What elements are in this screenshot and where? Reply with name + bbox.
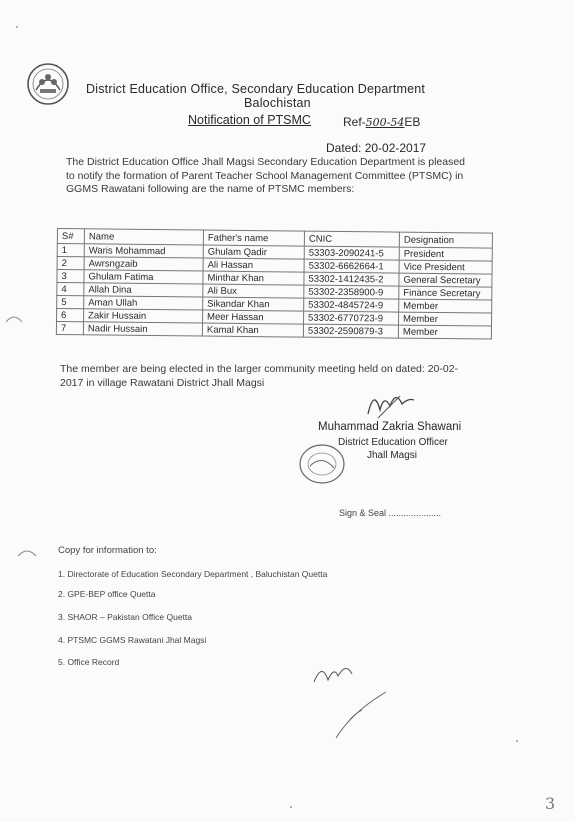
signatory-name: Muhammad Zakria Shawani: [318, 421, 462, 433]
cell-cnic: 53302-6662664-1: [304, 259, 399, 273]
copy-item: 3. SHAOR – Pakistan Office Quetta: [58, 612, 193, 622]
intro-paragraph: [66, 156, 496, 197]
office-stamp-icon: [296, 440, 350, 488]
column-header-father-name: Father's name: [203, 230, 304, 246]
cell-sn: 6: [57, 309, 84, 322]
cell-cnic: 53302-4845724-9: [304, 298, 399, 312]
reference-number: [343, 115, 420, 129]
cell-name: Nadir Hussain: [83, 322, 202, 336]
cell-sn: 1: [57, 244, 84, 257]
scan-speck: [516, 740, 518, 742]
cell-sn: 7: [56, 322, 83, 335]
cell-name: Aman Ullah: [84, 296, 203, 310]
scan-speck: [290, 806, 292, 808]
cell-designation: Finance Secretary: [399, 286, 492, 300]
cell-cnic: 53302-2358900-9: [304, 285, 399, 299]
cell-sn: 2: [57, 257, 84, 270]
cell-designation: President: [399, 247, 492, 261]
cell-designation: Member: [399, 312, 492, 326]
cell-designation: Vice President: [399, 260, 492, 274]
ref-handwritten-number: 500-54: [365, 116, 405, 129]
copy-item: 1. Directorate of Education Secondary Department , Baluchistan Quetta: [58, 569, 328, 579]
cell-father-name: Minthar Khan: [203, 271, 304, 285]
cell-designation: Member: [399, 299, 492, 313]
cell-sn: 3: [57, 270, 84, 283]
cell-name: Allah Dina: [84, 283, 203, 297]
cell-designation: Member: [398, 325, 491, 339]
cell-father-name: Meer Hassan: [203, 310, 304, 324]
election-line: The member are being elected in the larger community meeting held on dated: 20-02-: [60, 363, 459, 375]
cell-father-name: Ali Bux: [203, 284, 304, 298]
cell-name: Ghulam Fatima: [84, 270, 203, 284]
cell-cnic: 53303-2090241-5: [304, 246, 399, 260]
department-logo-icon: [26, 62, 70, 106]
copy-item: 5. Office Record: [58, 657, 120, 667]
cell-designation: General Secretary: [399, 273, 492, 287]
province-title: Balochistan: [244, 96, 311, 110]
signatory-place: Jhall Magsi: [367, 450, 418, 461]
copy-for-heading: Copy for information to:: [58, 545, 157, 556]
election-line: 2017 in village Rawatani District Jhall Magsi: [60, 376, 265, 389]
office-title: District Education Office, Secondary Education Department: [86, 82, 426, 96]
cell-father-name: Sikandar Khan: [203, 297, 304, 311]
cell-name: Waris Mohammad: [84, 244, 203, 258]
ref-prefix: Ref-: [343, 115, 366, 129]
copy-item: 2. GPE-BEP office Quetta: [58, 589, 156, 599]
cell-sn: 4: [57, 283, 84, 296]
notification-title: Notification of PTSMC: [188, 113, 311, 127]
cell-name: Awrsngzaib: [84, 257, 203, 271]
copy-item: 4. PTSMC GGMS Rawatani Jhal Magsi: [58, 635, 207, 645]
cell-father-name: Kamal Khan: [202, 323, 303, 337]
scan-speck: [16, 26, 18, 28]
ref-suffix: EB: [404, 115, 421, 129]
handwritten-signature: [360, 384, 420, 424]
cell-sn: 5: [57, 296, 84, 309]
cell-cnic: 53302-6770723-9: [304, 311, 399, 325]
column-header-cnic: CNIC: [304, 231, 399, 247]
handwritten-initials: [308, 652, 394, 742]
cell-name: Zakir Hussain: [84, 309, 203, 323]
punch-hole-mark: [16, 546, 38, 558]
page-number: 3: [545, 794, 556, 813]
intro-line: The District Education Office Jhall Magsi Secondary Education Department is pleased: [66, 156, 466, 168]
column-header-designation: Designation: [399, 232, 492, 248]
cell-father-name: Ghulam Qadir: [203, 245, 304, 259]
column-header-sn: S#: [57, 229, 84, 244]
column-header-name: Name: [84, 229, 203, 245]
cell-cnic: 53302-1412435-2: [304, 272, 399, 286]
intro-line: GGMS Rawatani following are the name of PTSMC members:: [66, 183, 355, 195]
cell-father-name: Ali Hassan: [203, 258, 304, 272]
intro-line: to notify the formation of Parent Teacher School Management Committee (PTSMC) in: [66, 169, 464, 182]
notification-date: Dated: 20-02-2017: [326, 141, 427, 155]
cell-cnic: 53302-2590879-3: [303, 324, 398, 338]
election-paragraph: [60, 363, 500, 390]
signatory-title: District Education Officer: [338, 437, 448, 448]
sign-and-seal-label: Sign & Seal .....................: [339, 508, 442, 518]
punch-hole-mark: [4, 312, 24, 324]
members-table: [56, 228, 493, 340]
